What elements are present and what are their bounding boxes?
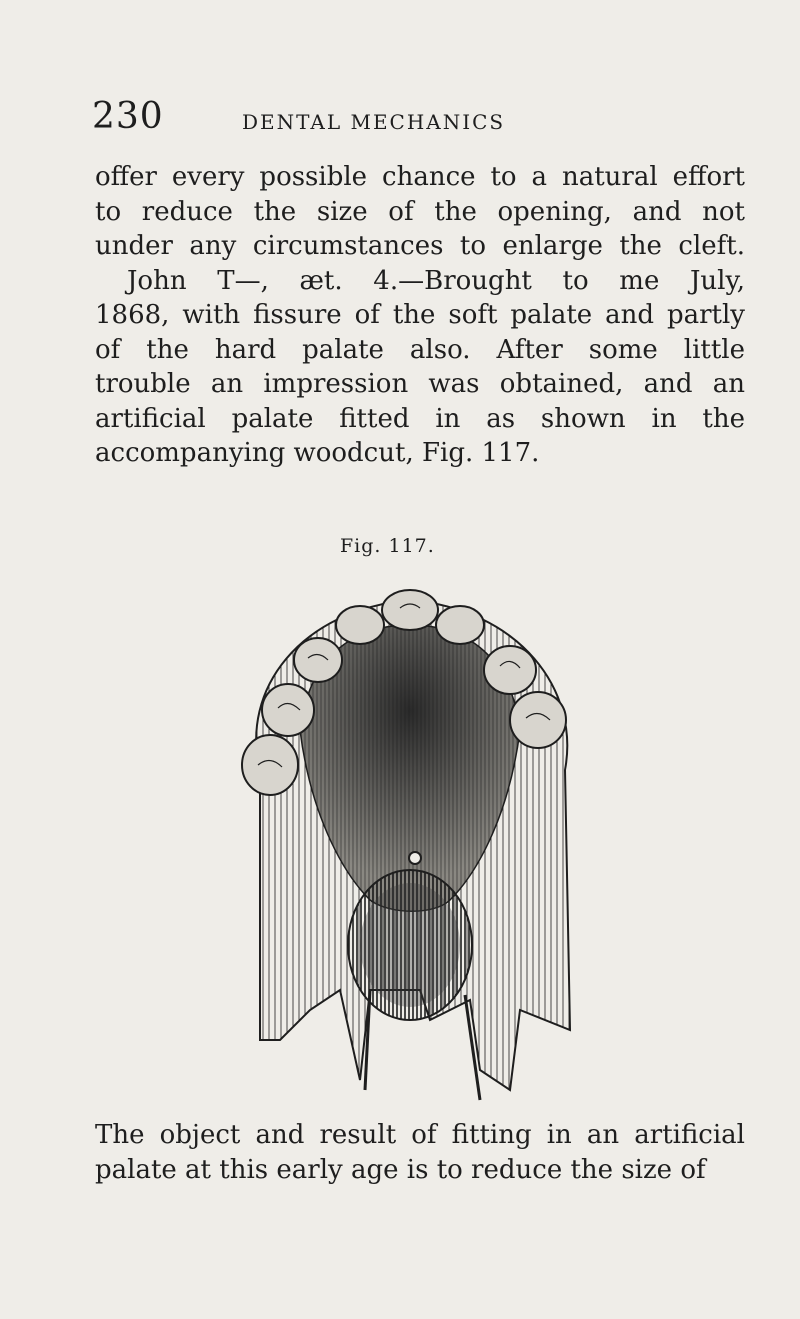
tooth: [484, 646, 536, 694]
paragraph-top: [95, 160, 745, 471]
tooth: [382, 590, 438, 630]
tooth: [436, 606, 484, 644]
text-line: 1868, with fissure of the soft palate and partly: [95, 300, 745, 330]
running-title: DENTAL MECHANICS: [242, 110, 506, 134]
palate-illustration: [220, 570, 600, 1110]
text-line: to reduce the size of the opening, and not: [95, 196, 745, 227]
paragraph-bottom: [95, 1118, 745, 1187]
text-line: under any circumstances to enlarge the cleft.: [95, 231, 745, 261]
page-header: [92, 96, 542, 146]
tooth: [262, 684, 314, 736]
screw: [409, 852, 421, 864]
tooth: [294, 638, 342, 682]
text-line: artificial palate fitted in as shown in the: [95, 403, 745, 434]
text-line: trouble an impression was obtained, and an: [95, 369, 745, 399]
page-number: 230: [92, 96, 164, 137]
text-line: John T—, æt. 4.—Brought to me July,: [127, 265, 745, 296]
tooth: [336, 606, 384, 644]
text-line: offer every possible chance to a natural effort: [95, 162, 745, 192]
text-line: accompanying woodcut, Fig. 117.: [95, 438, 540, 468]
text-line: of the hard palate also. After some little: [95, 334, 745, 365]
text-line: palate at this early age is to reduce the size of: [95, 1154, 706, 1185]
text-line: The object and result of fitting in an artificial: [95, 1120, 745, 1150]
figure-caption: Fig. 117.: [340, 535, 435, 557]
tooth: [510, 692, 566, 748]
tooth: [242, 735, 298, 795]
